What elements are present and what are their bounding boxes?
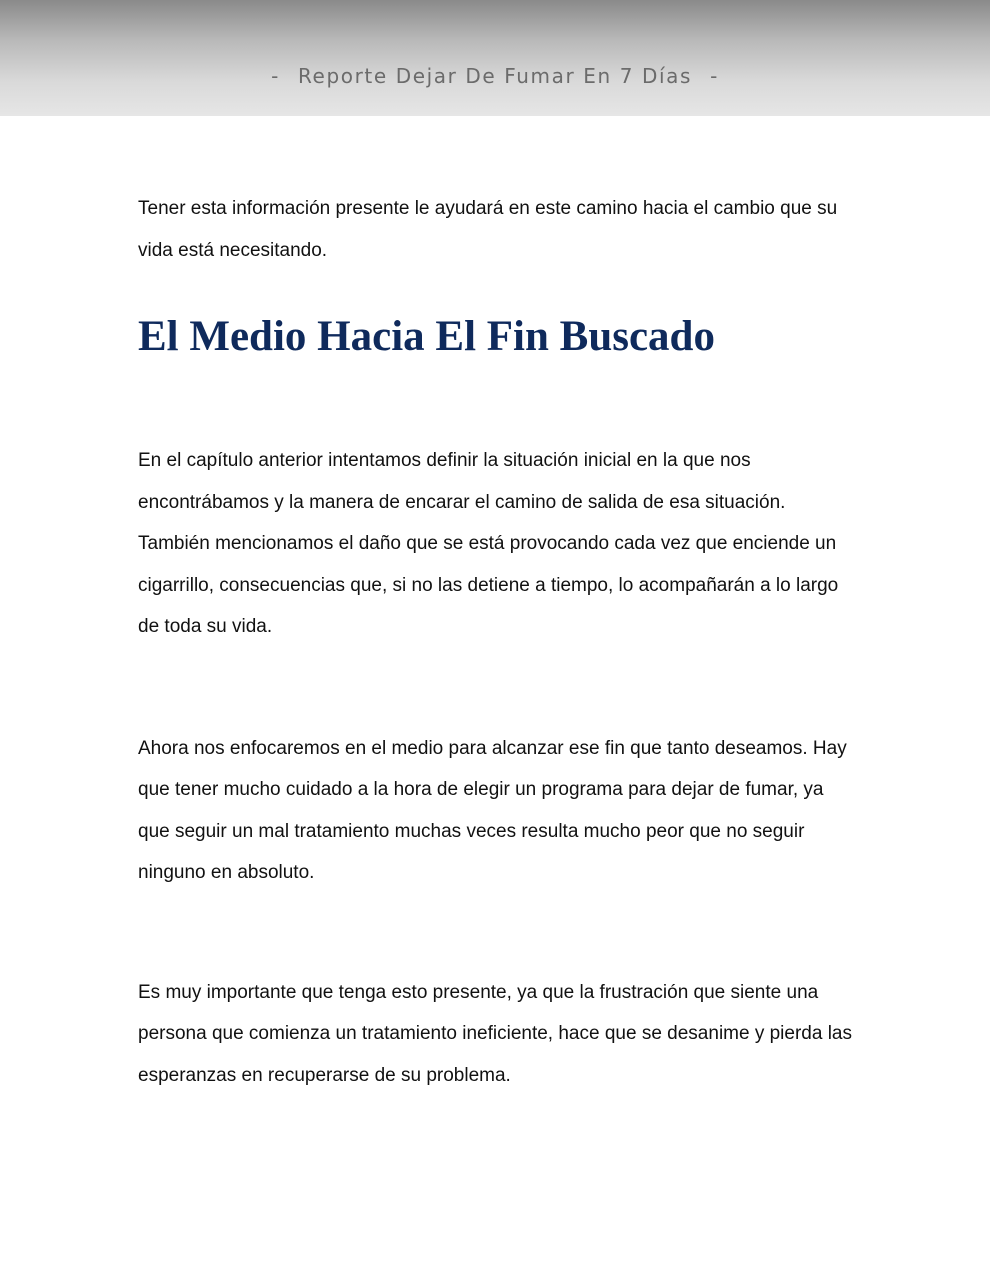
body-paragraph-4: Es muy importante que tenga esto presente, ya que la frustración que siente una persona que comienza un tratamiento ineficiente, hace que se desanime y pierda las esperanzas en recuperarse de su problema.: [138, 981, 852, 1086]
section-heading: El Medio Hacia El Fin Buscado: [138, 313, 715, 360]
header-title: Reporte Dejar De Fumar En 7 Días: [297, 64, 693, 88]
header-dash-left: -: [271, 64, 280, 88]
header-title-line: [0, 64, 990, 88]
page-header: [0, 0, 990, 116]
body-paragraph-3: Ahora nos enfocaremos en el medio para alcanzar ese fin que tanto deseamos. Hay que tener mucho cuidado a la hora de elegir un programa para dejar de fumar, ya que seguir un mal tratamiento muchas veces resulta mucho peor que no seguir ninguno en absoluto.: [138, 737, 847, 883]
header-dash-right: -: [710, 64, 719, 88]
body-paragraph-2: En el capítulo anterior intentamos definir la situación inicial en la que nos encontrábamos y la manera de encarar el camino de salida de esa situación. También mencionamos el daño que se está provocando cada vez que enciende un cigarrillo, consecuencias que, si no las detiene a tiempo, lo acompañarán a lo largo de toda su vida.: [138, 450, 839, 637]
body-paragraph-1: Tener esta información presente le ayudará en este camino hacia el cambio que su vida está necesitando.: [138, 198, 838, 261]
page-content: [138, 188, 858, 1096]
